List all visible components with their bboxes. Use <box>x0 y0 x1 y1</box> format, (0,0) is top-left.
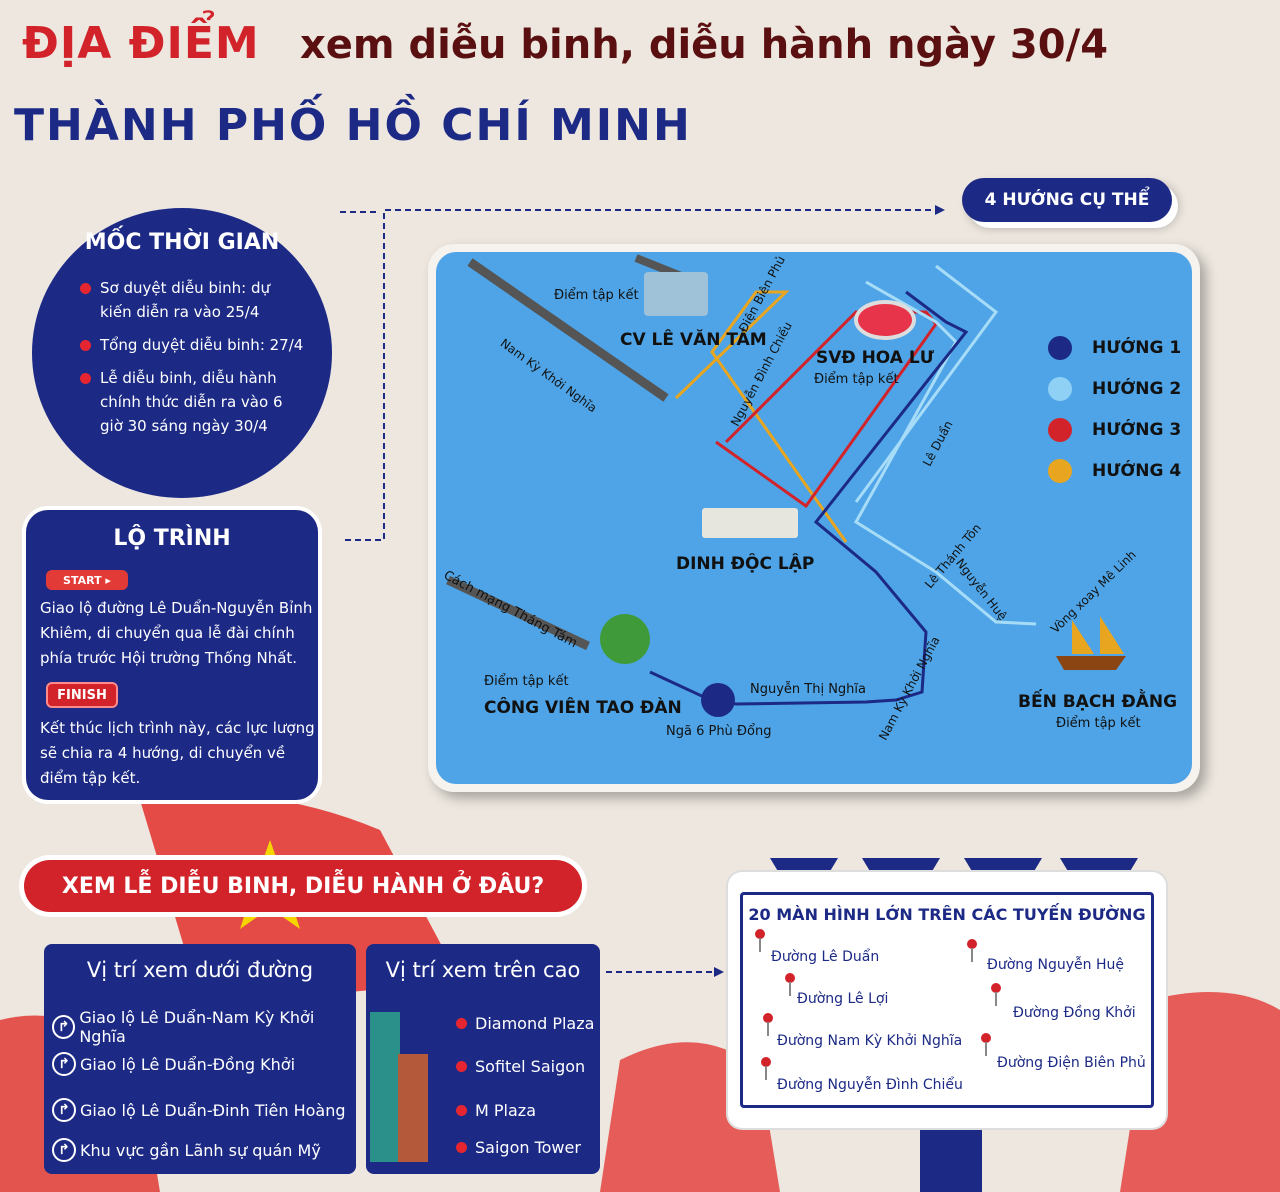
pin-icon <box>991 983 1001 993</box>
title-dark: xem diễu binh, diễu hành ngày 30/4 <box>300 22 1109 68</box>
street-le-thanh-ton: Lê Thánh Tôn <box>922 520 984 591</box>
legend-item: HƯỚNG 1 <box>1048 336 1181 360</box>
legend-item: HƯỚNG 2 <box>1048 377 1181 401</box>
bullet-icon <box>456 1061 467 1072</box>
street-le-duan: Lê Duẩn <box>920 418 956 469</box>
street-view-item: ↱ Giao lộ Lê Duẩn-Đinh Tiên Hoàng <box>52 1098 346 1122</box>
route-panel <box>26 510 318 800</box>
tower-icon <box>370 1012 400 1162</box>
timeline-item: Lễ diễu binh, diễu hành chính thức diễn ra vào 6 giờ 30 sáng ngày 30/4 <box>84 366 304 438</box>
gather-label: Điểm tập kết <box>814 372 899 387</box>
label-nga-6-phu-dong: Ngã 6 Phù Đổng <box>666 724 772 739</box>
street-cach-mang-thang-tam: Cách mạng Tháng Tám <box>440 568 580 652</box>
screen-location: Đường Lê Lợi <box>797 991 889 1007</box>
legend-swatch <box>1048 459 1072 483</box>
high-view-item: M Plaza <box>456 1101 536 1120</box>
street-view-item: ↱ Giao lộ Lê Duẩn-Nam Kỳ Khởi Nghĩa <box>52 1008 356 1046</box>
where-banner: XEM LỄ DIỄU BINH, DIỄU HÀNH Ở ĐÂU? <box>24 860 582 912</box>
map-legend <box>1048 336 1181 483</box>
turn-icon: ↱ <box>52 1098 76 1122</box>
start-tag: START ▸ <box>46 570 128 590</box>
timeline-item: Sơ duyệt diễu binh: dự kiến diễn ra vào 25/4 <box>84 276 304 324</box>
gather-label: Điểm tập kết <box>484 674 569 689</box>
screen-location: Đường Nam Kỳ Khởi Nghĩa <box>777 1033 963 1049</box>
street-nguyen-dinh-chieu: Nguyễn Đình Chiểu <box>728 319 795 429</box>
high-view-box <box>366 944 600 1174</box>
map-canvas <box>436 252 1192 784</box>
screen-location: Đường Nguyễn Đình Chiểu <box>777 1077 963 1093</box>
gather-label: Điểm tập kết <box>1056 716 1141 731</box>
street-dien-bien-phu: Điện Biên Phủ <box>736 253 788 335</box>
route-title: LỘ TRÌNH <box>113 526 231 551</box>
legend-item: HƯỚNG 4 <box>1048 459 1181 483</box>
pin-icon <box>981 1033 991 1043</box>
street-vong-xoay-me-linh: Vòng xoay Mê Linh <box>1048 547 1139 637</box>
gather-label: Điểm tập kết <box>554 288 639 303</box>
street-view-title: Vị trí xem dưới đường <box>86 958 314 982</box>
street-nguyen-thi-nghia: Nguyễn Thị Nghĩa <box>750 682 866 697</box>
bullet-icon <box>456 1105 467 1116</box>
high-view-item: Sofitel Saigon <box>456 1057 585 1076</box>
pin-icon <box>755 929 765 939</box>
screens-title: 20 MÀN HÌNH LỚN TRÊN CÁC TUYẾN ĐƯỜNG <box>748 905 1146 924</box>
place-svd-hoa-lu: SVĐ HOA LƯ <box>816 348 934 368</box>
screen-location: Đường Điện Biên Phủ <box>997 1055 1146 1071</box>
legend-item: HƯỚNG 3 <box>1048 418 1181 442</box>
street-nguyen-hue: Nguyễn Huệ <box>952 556 1010 624</box>
screens-billboard <box>728 872 1166 1128</box>
place-ben-bach-dang: BẾN BẠCH ĐẰNG <box>1018 692 1178 712</box>
directions-pill: 4 HƯỚNG CỤ THỂ <box>962 178 1172 222</box>
timeline-title: MỐC THỜI GIAN <box>84 230 280 255</box>
screen-location: Đường Đồng Khởi <box>1013 1005 1136 1021</box>
tower-icon <box>398 1054 428 1162</box>
high-view-item: Saigon Tower <box>456 1138 581 1157</box>
legend-swatch <box>1048 377 1072 401</box>
high-view-item: Diamond Plaza <box>456 1014 594 1033</box>
turn-icon: ↱ <box>52 1015 75 1039</box>
timeline-list <box>84 276 304 447</box>
street-view-item: ↱ Giao lộ Lê Duẩn-Đồng Khởi <box>52 1052 295 1076</box>
route-start-text: Giao lộ đường Lê Duẩn-Nguyễn Bỉnh Khiêm, di chuyển qua lễ đài chính phía trước Hội trường Thống Nhất. <box>40 599 313 667</box>
timeline-circle <box>32 208 332 498</box>
title-red: ĐỊA ĐIỂM <box>22 18 260 69</box>
street-view-box <box>44 944 356 1174</box>
palace-icon <box>702 508 798 538</box>
high-view-title: Vị trí xem trên cao <box>385 958 581 982</box>
place-dinh-doc-lap: DINH ĐỘC LẬP <box>676 554 815 574</box>
legend-swatch <box>1048 336 1072 360</box>
pin-icon <box>761 1057 771 1067</box>
place-cong-vien-tao-dan: CÔNG VIÊN TAO ĐÀN <box>484 698 682 718</box>
pin-icon <box>763 1013 773 1023</box>
place-cv-le-van-tam: CV LÊ VĂN TÁM <box>620 330 767 350</box>
timeline-item: Tổng duyệt diễu binh: 27/4 <box>84 333 304 357</box>
tree-icon <box>600 614 650 664</box>
route-map <box>428 244 1200 792</box>
street-view-item: ↱ Khu vực gần Lãnh sự quán Mỹ <box>52 1138 321 1162</box>
bullet-icon <box>456 1142 467 1153</box>
screen-location: Đường Nguyễn Huệ <box>987 957 1124 973</box>
street-nam-ky-khoi-nghia-2: Nam Kỳ Khởi Nghĩa <box>876 634 943 743</box>
pin-icon <box>967 939 977 949</box>
street-nam-ky-khoi-nghia: Nam Kỳ Khởi Nghĩa <box>497 336 600 416</box>
page-subtitle: THÀNH PHỐ HỒ CHÍ MINH <box>14 100 692 151</box>
finish-tag: FINISH <box>46 682 118 708</box>
route-finish-text: Kết thúc lịch trình này, các lực lượng sẽ chia ra 4 hướng, di chuyển về điểm tập kết. <box>40 719 315 787</box>
nga-6-marker <box>701 683 735 717</box>
screen-location: Đường Lê Duẩn <box>771 949 880 965</box>
stadium-icon <box>854 300 916 340</box>
legend-swatch <box>1048 418 1072 442</box>
bullet-icon <box>456 1018 467 1029</box>
turn-icon: ↱ <box>52 1138 76 1162</box>
pin-icon <box>785 973 795 983</box>
building-icon <box>644 272 708 316</box>
turn-icon: ↱ <box>52 1052 76 1076</box>
billboard-frame <box>740 892 1154 1108</box>
